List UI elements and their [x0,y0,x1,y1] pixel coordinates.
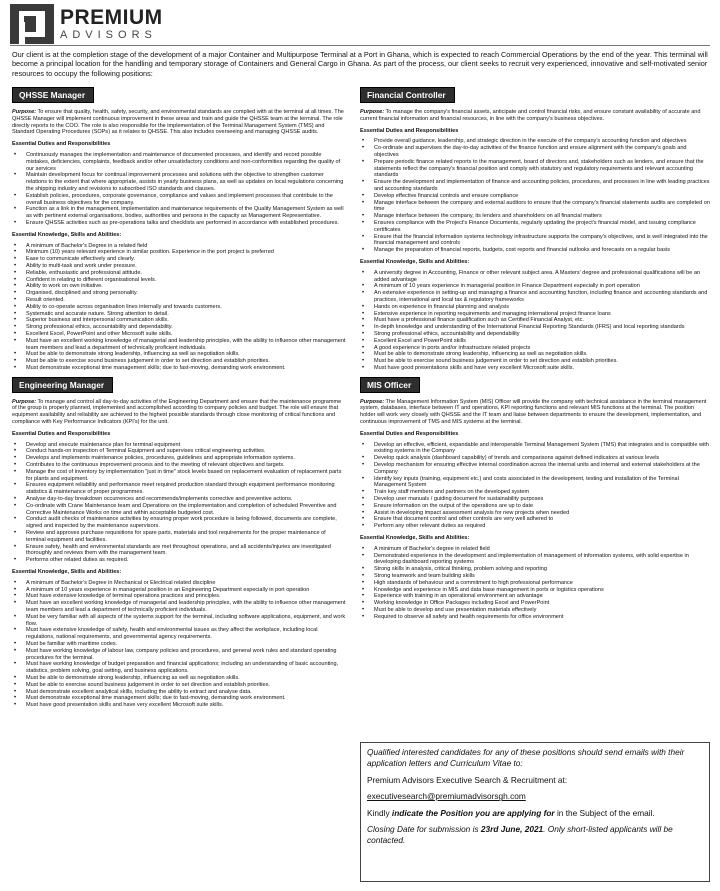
list-item: • Manage interface between the company and external auditors to ensure that the company's financial statements audits are completed on time [360,200,710,214]
list-item: • Train key staff members and partners on the developed system [360,489,710,496]
list-item: • Co-ordinate and supervises the day-to-day activities of the finance function and ensure alignment with the company's goals and objectives [360,145,710,159]
list-item: • Ensure that the financial information systems technology infrastructure supports the company's objectives, and is well integrated into the financial management and controls [360,234,710,248]
mis-skills-title: Essential Knowledge, Skills and Abilities: [360,535,470,542]
list-item: • Provide overall guidance, leadership, and strategic direction in the execute of the company's accounting function and objectives [360,138,710,145]
list-item: • Performs other related duties as required. [12,557,346,564]
list-item: • Demonstrated experience in the development and implementation of management of information systems, with solid expertise in developing dashboard reporting systems [360,553,710,567]
list-item: • Must have a professional finance qualification such as Certified Financial Analyst, etc. [360,317,710,324]
list-item: • Develop effective financial controls and ensure compliance [360,193,710,200]
list-item: • Required to observe all safety and health requirements for office environment [360,614,710,621]
list-item: • An extensive experience in setting-up and managing a finance and accounting function, including finance and accounting standards and practices, international and local tax & regulatory frameworks [360,290,710,304]
financial-purpose: Purpose: To manage the company's financial assets, anticipate and control financial risks, and ensure constant availability of accurate and current financial information and financial resources, in line with the company's business objectives. [360,109,701,122]
list-item: • Extensive experience in reporting requirements and managing international project finance loans [360,311,710,318]
list-item: • Systematic and accurate nature. Strong attention to detail. [12,311,346,318]
engineering-skills-list [12,580,346,709]
list-item: • Conduct hands-on inspection of Terminal Equipment and supervises critical engineering activities. [12,448,346,455]
list-item: • High standards of behaviour and a commitment to high professional performance [360,580,710,587]
mis-purpose: Purpose: The Management Information System (MIS) Officer will provide the company with technical assistance in the terminal management system, databases, interface between IT and operations, KPI reporting functions and relevant MIS functions at the terminal. The position holder will work very closely with QHSSE and the IT team and liaise between departments to ensure the development, implementation, and continuous improvement of TMS and MIS systems at the terminal. [360,398,707,426]
list-item: • Must be able to exercise sound business judgement in order to set direction and establish priorities. [360,358,710,365]
list-item: • Maintain development focus for continual improvement processes and solutions with the objective to strengthen customer relations to the extent that where appropriate, assists in yearly business plans, as well as updates on local regulations concerning the shipping industry and revisions to subscribed ISO standards and clauses. [12,172,346,192]
list-item: • Manage interface between the company, its lenders and shareholders on all financial matters [360,213,710,220]
list-item: • Must have good presentations skills and have very excellent Microsoft suite skills. [360,365,710,372]
list-item: • Must be able to develop and use presentation materials effectively [360,607,710,614]
list-item: • Strong professional ethics, accountability and dependability [360,331,710,338]
qhsse-purpose: Purpose: To ensure that quality, health, safety, security, and environmental standards are complied with at the terminal at all times. The QHSSE Manager will implement continuous improvement in these areas and train and guide the QHSSE team at the terminal. The role directly reports to the COO. The role is also responsible for the implementation of the Terminal Management System (TMS) and Standard Operating Procedures (SOPs) as it relates to QHSSE. This also includes overseeing and managing QHSSE audits. [12,109,344,136]
list-item: • Continuously manages the implementation and maintenance of documented processes, and identify and record possible mistakes, deficiencies, complaints, feedback and/or other unsatisfactory conditions and non-conformities regarding the quality of our services [12,152,346,172]
list-item: • Must be able to demonstrate strong leadership, influencing as well as negotiation skills. [12,351,346,358]
list-item: • Ability to multi-task and work under pressure. [12,263,346,270]
list-item: • Confident in relating to different organisational levels. [12,277,346,284]
list-item: • Develops and implements maintenance policies, procedures, guidelines and appropriate information systems. [12,455,346,462]
list-item: • Experience with training in an operational environment an advantage [360,593,710,600]
list-item: • Working knowledge in Office Packages including Excel and PowerPoint [360,600,710,607]
list-item: • Develop quick analysis (dashboard capability) of trends and comparisons against defined indicators at various levels [360,455,710,462]
intro-paragraph: Our client is at the completion stage of the development of a major Container and Multipurpose Terminal at a Port in Ghana, which is expected to reach Commercial Operations by the end of the year. This terminal will become a principal location for the handling and temporary storage of Containers and General Cargo in Ghana. As part of the process, our client seeks to recruit very experienced, innovative and self-motivated senior resources to occupy the following positions: [12,50,708,78]
list-item: • Must be able to demonstrate strong leadership, influencing as well as negotiation skills. [360,351,710,358]
list-item: • A minimum of 10 years experience in managerial position in Finance Department especially in port operation [360,283,710,290]
list-item: • A minimum of 10 years experience in managerial position in an Engineering Department especially in port operation [12,587,346,594]
list-item: • In-depth knowledge and understanding of the International Financial Reporting Standards (IFRS) and local reporting standards [360,324,710,331]
apply-email-link[interactable]: executivesearch@premiumadvisorsgh.com [367,791,526,802]
financial-duties-list [360,138,710,254]
list-item: • Develop an effective, efficient, expandable and interoperable Terminal Management System (TMS) that integrates and is compatible with existing systems in the Company [360,442,710,456]
qhsse-skills-title: Essential Knowledge, Skills and Abilities: [12,231,122,238]
list-item: • Establish policies, procedures, corporate governance, compliance and values and implement processes that contribute to the overall business objectives for the company. [12,193,346,207]
list-item: • Must have extensive knowledge of safety, health and environmental issues as they affect the workplace, including local regulations, national requirements, and governmental agency requirements. [12,627,346,641]
list-item: • Develop user manuals / guiding document for sustainability purposes [360,496,710,503]
list-item: • A good experience in ports and/or infrastructure related projects [360,345,710,352]
header-divider [10,45,710,46]
list-item: • Manage the cost of inventory by implementation "just in time" stock levels based on replacement evaluation of replacement parts for plants and equipment. [12,469,346,483]
qhsse-duties-title: Essential Duties and Responsibilities [12,141,111,148]
brand [60,8,163,42]
list-item: • Ensure the development and implementation of finance and accounting policies, procedures, and processes in line with leading practices and accounting standards [360,179,710,193]
qhsse-skills-list [12,243,346,372]
list-item: • Reliable, enthusiastic and professional attitude. [12,270,346,277]
list-item: • Must demonstrate exceptional time management skills; due to fast-moving, demanding work environment. [12,695,346,702]
engineering-title: Engineering Manager [12,377,113,393]
list-item: • Prepare periodic finance related reports to the management, board of directors and, stakeholders such as lenders, and ensure that the statements reflect the company's financial position and comply with statutory and regulatory requirements and relevant accounting standards [360,159,710,179]
engineering-duties-title: Essential Duties and Responsibilities [12,430,111,437]
list-item: • Must be able to exercise sound business judgement in order to set direction and establish priorities. [12,358,346,365]
list-item: • Minimum (10) years relevant experience in similar position. Experience in the port project is preferred [12,249,346,256]
list-item: • A minimum of Bachelor's Degree in a related field [12,243,346,250]
list-item: • Must be able to demonstrate strong leadership, influencing as well as negotiation skills. [12,675,346,682]
list-item: • Ensures equipment reliability and performance meet required production standard through equipment performance monitoring statistics & maintenance of proper programmes. [12,482,346,496]
list-item: • Review and approves purchase requisitions for spare parts, materials and tool requirements for the proper maintenance of terminal equipment and facilities. [12,530,346,544]
premium-logo-icon [10,4,54,44]
list-item: • Must have an excellent working knowledge of managerial and leadership principles, with the ability to influence other management team members and lead a department of technically proficient individuals. [12,338,346,352]
list-item: • Function as a link in the management, implementation and maintenance requirements of the Quality Management System as well as with pertinent external organisations, bodies, authorities and persons in the capacity as Management Representative. [12,206,346,220]
list-item: • Must have working knowledge of budget preparation and financial applications; including an understanding of basic accounting, statistics, problem solving, goal setting, and business applications. [12,661,346,675]
apply-instructions: Qualified interested candidates for any of these positions should send emails with their application letters and Curriculum Vitae to: [367,747,685,769]
engineering-skills-title: Essential Knowledge, Skills and Abilities: [12,569,122,576]
list-item: • Analyse day-to-day breakdown occurrences and recommends/implements corrective and preventive actions. [12,496,346,503]
list-item: • Excellent Excel and PowerPoint skills [360,338,710,345]
list-item: • Manage the preparation of financial reports, budgets, cost reports and financial outlooks and forecasts on a regular basis [360,247,710,254]
list-item: • Must be able to exercise sound business judgement in order to set direction and establish priorities. [12,682,346,689]
list-item: • Must have good presentation skills and have very excellent Microsoft suite skills. [12,702,346,709]
list-item: • Ensure safety, health and environmental standards are met throughout operations, and all accidents/injuries are investigated thoroughly and reviews them with the management team. [12,544,346,558]
list-item: • Co-ordinate with Crane Maintenance team and Operations on the implementation and completion of scheduled Preventive and Corrective Maintenance Works on time and within acceptable budgeted cost. [12,503,346,517]
list-item: • Strong skills in analysis, critical thinking, problem solving and reporting [360,566,710,573]
list-item: • A minimum of Bachelor's Degree in Mechanical or Electrical related discipline [12,580,346,587]
list-item: • Knowledge and experience in MIS and data base management in ports or logistics operations [360,587,710,594]
list-item: • Superior business and interpersonal communication skills. [12,317,346,324]
apply-subject-note: Kindly indicate the Position you are applying for in the Subject of the email. [367,807,655,818]
application-box [360,742,710,882]
list-item: • Ability to work on own initiative. [12,283,346,290]
qhsse-duties-list [12,152,346,227]
list-item: • Must have extensive knowledge of terminal operations practices and principles. [12,593,346,600]
list-item: • Assist in developing impact assessment analysis for new projects when needed [360,510,710,517]
mis-title: MIS Officer [360,377,420,393]
left-column [12,82,346,886]
list-item: • Organised, disciplined and strong personality. [12,290,346,297]
list-item: • Develop and execute maintenance plan for terminal equipment [12,442,346,449]
brand-name: PREMIUM [60,6,163,29]
financial-title: Financial Controller [360,87,455,103]
list-item: • Ensure information on the output of the operations are up to date [360,503,710,510]
list-item: • Ability to co-operate across organisation lines internally and towards customers. [12,304,346,311]
mis-duties-list [360,442,710,530]
list-item: • Ensure QHSSE activities such as pre-operations talks and checklists are performed in accordance with established procedures. [12,220,346,227]
list-item: • Strong professional ethics, accountability and dependability. [12,324,346,331]
list-item: • Perform any other relevant duties as required [360,523,710,530]
engineering-duties-list [12,442,346,564]
financial-skills-list [360,270,710,372]
list-item: • Ensure that document control and other controls are very well adhered to [360,516,710,523]
list-item: • Must demonstrate exceptional time management skills; due to fast-moving, demanding work environment. [12,365,346,372]
financial-skills-title: Essential Knowledge, Skills and Abilities: [360,258,470,265]
list-item: • A minimum of Bachelor's degree in related field [360,546,710,553]
list-item: • Must be very familiar with all aspects of the systems support for the terminal, including software applications, equipment, and work flow. [12,614,346,628]
apply-closing-date: Closing Date for submission is 23rd June, 2021. Only short-listed applicants will be contacted. [367,824,673,846]
list-item: • Must have an excellent working knowledge of managerial and leadership principles, with the ability to influence other management team members and lead a department of technically proficient individuals. [12,600,346,614]
list-item: • Hands on experience in financial planning and analysis [360,304,710,311]
engineering-purpose: Purpose: To manage and control all day-to-day activities of the Engineering Department and ensure that the maintenance programme of the group is properly planned, implemented and accomplished according to company policies and budget. The role will ensure that equipment availability and reliability are achieved to the highest possible standards through close monitoring of critical functions and compliance with Key Performance Indicators (KPI's) for the unit. [12,398,342,426]
mis-duties-title: Essential Duties and Responsibilities [360,430,459,437]
list-item: • Result oriented. [12,297,346,304]
apply-recipient: Premium Advisors Executive Search & Recruitment at: [367,774,568,785]
list-item: • Ease to communicate effectively and clearly. [12,256,346,263]
financial-duties-title: Essential Duties and Responsibilities [360,127,459,134]
list-item: • Excellent Excel, PowerPoint and other Microsoft suite skills. [12,331,346,338]
list-item: • Must demonstrate excellent analytical skills, including the ability to extract and analyse data. [12,689,346,696]
list-item: • Ensures compliance with the Project's Finance Documents, regularly updating the project's financial model, and issuing compliance certificates [360,220,710,234]
list-item: • Must have working knowledge of labour law, company policies and procedures, and general work rules and standard operating procedures for the terminal. [12,648,346,662]
brand-sub: ADVISORS [60,29,157,41]
list-item: • Must be familiar with maritime codes. [12,641,346,648]
list-item: • Strong teamwork and team building skills [360,573,710,580]
mis-skills-list [360,546,710,621]
list-item: • Conduct audit checks of maintenance activities by ensuring proper work procedure is being followed, documents are complete, signed and inspected by the maintenance supervisors. [12,516,346,530]
header [10,4,710,44]
qhsse-title: QHSSE Manager [12,87,94,103]
list-item: • Develop mechanism for ensuring effective internal coordination across the internal units and internal and external stakeholders at the Company [360,462,710,476]
list-item: • Contributes to the continuous improvement process and to the meeting of relevant objectives and targets. [12,462,346,469]
list-item: • Identify key inputs (training, equipment etc.) and costs associated in the development, testing and installation of the Terminal Management System [360,476,710,490]
list-item: • A university degree in Accounting, Finance or other relevant subject area. A Masters' degree and professional qualifications will be an added advantage [360,270,710,284]
